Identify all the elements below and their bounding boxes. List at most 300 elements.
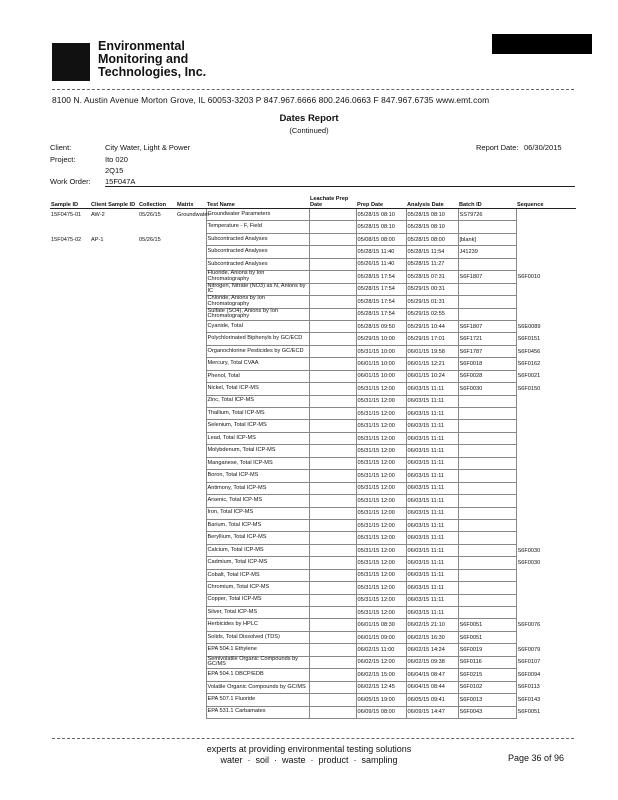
table-cell bbox=[458, 519, 516, 531]
table-row bbox=[50, 619, 576, 631]
table-cell bbox=[138, 482, 176, 494]
table-cell bbox=[516, 408, 576, 420]
table-cell bbox=[176, 669, 206, 681]
table-cell: 06/03/15 11:11 bbox=[406, 519, 458, 531]
report-date-label: Report Date: bbox=[476, 143, 519, 152]
table-cell: 06/03/15 11:11 bbox=[406, 445, 458, 457]
table-cell bbox=[458, 544, 516, 556]
table-row bbox=[50, 333, 576, 345]
table-cell: 05/31/15 12:00 bbox=[356, 532, 406, 544]
table-cell: Barium, Total ICP-MS bbox=[206, 519, 309, 531]
table-cell bbox=[309, 233, 356, 245]
table-cell: Iron, Total ICP-MS bbox=[206, 507, 309, 519]
table-cell bbox=[176, 631, 206, 643]
report-title: Dates Report bbox=[279, 113, 339, 124]
table-cell bbox=[176, 221, 206, 233]
table-cell bbox=[516, 445, 576, 457]
table-cell bbox=[309, 457, 356, 469]
table-cell: S6F0051 bbox=[517, 709, 541, 716]
table-cell: S6F0030 bbox=[517, 559, 541, 566]
table-row bbox=[50, 308, 576, 320]
table-cell: AP-1 bbox=[91, 236, 104, 243]
table-cell bbox=[176, 706, 206, 718]
table-row bbox=[50, 408, 576, 420]
table-cell bbox=[176, 607, 206, 619]
table-cell: S6F0076 bbox=[517, 622, 541, 629]
table-cell bbox=[90, 320, 138, 332]
table-row bbox=[50, 457, 576, 469]
table-cell: S6F0030 bbox=[517, 547, 541, 554]
table-cell: 05/28/15 11:40 bbox=[356, 246, 406, 258]
table-cell: Manganese, Total ICP-MS bbox=[206, 457, 309, 469]
table-cell bbox=[138, 258, 176, 270]
table-cell bbox=[50, 631, 90, 643]
table-cell bbox=[90, 308, 138, 320]
table-cell bbox=[458, 482, 516, 494]
table-cell: 05/29/15 17:01 bbox=[406, 333, 458, 345]
table-cell bbox=[90, 532, 138, 544]
table-cell bbox=[50, 395, 90, 407]
table-cell bbox=[90, 706, 138, 718]
table-cell: 06/03/15 11:11 bbox=[406, 482, 458, 494]
table-row bbox=[50, 631, 576, 643]
table-cell bbox=[138, 706, 176, 718]
table-cell bbox=[138, 345, 176, 357]
table-cell bbox=[90, 358, 138, 370]
table-row bbox=[50, 432, 576, 444]
table-cell: 06/03/15 11:11 bbox=[406, 607, 458, 619]
table-cell bbox=[458, 607, 516, 619]
table-cell: Thallium, Total ICP-MS bbox=[206, 408, 309, 420]
table-cell: S6F0116 bbox=[458, 656, 516, 668]
table-cell bbox=[90, 569, 138, 581]
table-cell: Antimony, Total ICP-MS bbox=[206, 482, 309, 494]
table-cell bbox=[309, 445, 356, 457]
table-cell bbox=[309, 644, 356, 656]
table-cell: 05/31/15 12:00 bbox=[356, 457, 406, 469]
table-cell bbox=[176, 544, 206, 556]
table-row bbox=[50, 582, 576, 594]
table-cell: 05/28/15 07:31 bbox=[406, 271, 458, 283]
table-cell bbox=[309, 320, 356, 332]
table-cell: 06/03/15 11:11 bbox=[406, 507, 458, 519]
table-cell: 05/28/15 17:54 bbox=[356, 308, 406, 320]
table-cell: S6F0102 bbox=[458, 681, 516, 693]
project-value-2: 2Q15 bbox=[105, 166, 124, 175]
table-cell bbox=[90, 681, 138, 693]
table-cell bbox=[138, 619, 176, 631]
table-cell: 05/26/15 11:40 bbox=[356, 258, 406, 270]
table-cell: Chromium, Total ICP-MS bbox=[206, 582, 309, 594]
table-cell bbox=[176, 308, 206, 320]
table-cell bbox=[309, 669, 356, 681]
table-cell bbox=[176, 457, 206, 469]
table-cell: S6F0013 bbox=[458, 694, 516, 706]
table-cell: 06/03/15 11:11 bbox=[406, 495, 458, 507]
table-cell bbox=[50, 246, 90, 258]
table-cell bbox=[309, 258, 356, 270]
table-cell: 06/02/15 12:45 bbox=[356, 681, 406, 693]
table-cell bbox=[176, 296, 206, 308]
work-order-value: 15F047A bbox=[105, 177, 136, 186]
table-cell bbox=[176, 681, 206, 693]
table-cell bbox=[309, 432, 356, 444]
table-cell bbox=[516, 420, 576, 432]
table-cell: 05/31/15 12:00 bbox=[356, 445, 406, 457]
table-cell bbox=[309, 246, 356, 258]
table-cell: Arsenic, Total ICP-MS bbox=[206, 495, 309, 507]
table-cell: 06/04/15 08:47 bbox=[406, 669, 458, 681]
table-cell bbox=[176, 656, 206, 668]
table-cell: S6F0051 bbox=[458, 619, 516, 631]
table-cell bbox=[458, 296, 516, 308]
table-cell bbox=[176, 495, 206, 507]
table-cell bbox=[90, 432, 138, 444]
table-cell: Phenol, Total bbox=[206, 370, 309, 382]
table-cell bbox=[176, 395, 206, 407]
table-cell: 06/03/15 11:11 bbox=[406, 544, 458, 556]
table-cell bbox=[138, 507, 176, 519]
table-cell: S6F0113 bbox=[517, 684, 540, 691]
table-cell bbox=[138, 221, 176, 233]
table-cell bbox=[138, 445, 176, 457]
table-cell bbox=[90, 495, 138, 507]
table-cell bbox=[138, 457, 176, 469]
table-cell bbox=[90, 582, 138, 594]
table-cell bbox=[50, 320, 90, 332]
table-cell: 06/05/15 19:00 bbox=[356, 694, 406, 706]
table-cell: 05/28/15 17:54 bbox=[356, 271, 406, 283]
table-row bbox=[50, 345, 576, 357]
table-cell bbox=[309, 283, 356, 295]
table-cell: S6F0079 bbox=[517, 647, 541, 654]
table-cell bbox=[176, 258, 206, 270]
table-row bbox=[50, 569, 576, 581]
table-cell: Copper, Total ICP-MS bbox=[206, 594, 309, 606]
column-header: Client Sample ID bbox=[90, 196, 138, 209]
table-cell bbox=[138, 532, 176, 544]
table-row bbox=[50, 320, 576, 332]
table-cell bbox=[138, 271, 176, 283]
table-cell bbox=[176, 320, 206, 332]
table-cell: 06/02/15 14:24 bbox=[406, 644, 458, 656]
table-cell bbox=[309, 694, 356, 706]
table-cell: Selenium, Total ICP-MS bbox=[206, 420, 309, 432]
table-cell: Polychlorinated Biphenyls by GC/ECD bbox=[206, 333, 309, 345]
table-cell: S6F1721 bbox=[458, 333, 516, 345]
table-cell: 05/29/15 10:44 bbox=[406, 320, 458, 332]
table-cell bbox=[50, 308, 90, 320]
table-cell bbox=[309, 482, 356, 494]
table-cell bbox=[176, 271, 206, 283]
table-cell: 05/31/15 12:00 bbox=[356, 495, 406, 507]
table-cell bbox=[90, 557, 138, 569]
table-cell: 05/31/15 10:00 bbox=[356, 345, 406, 357]
table-cell: SS79726 bbox=[458, 209, 516, 221]
table-cell bbox=[309, 308, 356, 320]
table-cell: S6F0019 bbox=[458, 644, 516, 656]
table-cell bbox=[50, 557, 90, 569]
footer-divider bbox=[52, 738, 574, 739]
table-cell: 05/31/15 12:00 bbox=[356, 395, 406, 407]
table-cell bbox=[90, 519, 138, 531]
table-cell bbox=[458, 594, 516, 606]
table-cell: 05/26/15 bbox=[139, 211, 161, 218]
table-cell bbox=[50, 495, 90, 507]
table-cell bbox=[50, 706, 90, 718]
table-cell: 05/31/15 12:00 bbox=[356, 569, 406, 581]
table-row bbox=[50, 209, 576, 221]
table-row bbox=[50, 271, 576, 283]
table-cell bbox=[458, 495, 516, 507]
table-cell: S6F1807 bbox=[458, 271, 516, 283]
table-cell: 06/01/15 10:00 bbox=[356, 370, 406, 382]
table-cell bbox=[309, 333, 356, 345]
table-row bbox=[50, 395, 576, 407]
table-cell bbox=[176, 557, 206, 569]
table-cell bbox=[516, 457, 576, 469]
table-cell bbox=[176, 694, 206, 706]
client-value: City Water, Light & Power bbox=[105, 143, 191, 152]
table-cell: 06/03/15 11:11 bbox=[406, 432, 458, 444]
table-cell bbox=[458, 432, 516, 444]
table-cell: 06/03/15 11:11 bbox=[406, 557, 458, 569]
table-cell: Subcontracted Analyses bbox=[206, 233, 309, 245]
table-cell bbox=[458, 470, 516, 482]
table-cell bbox=[458, 221, 516, 233]
table-cell: S6F0028 bbox=[458, 370, 516, 382]
table-cell bbox=[309, 408, 356, 420]
company-name: Environmental Monitoring and Technologies, Inc. bbox=[98, 39, 207, 79]
table-cell bbox=[309, 221, 356, 233]
table-cell bbox=[458, 408, 516, 420]
table-cell bbox=[138, 383, 176, 395]
table-cell bbox=[90, 296, 138, 308]
table-cell bbox=[176, 246, 206, 258]
table-cell: 05/28/15 08:10 bbox=[406, 221, 458, 233]
table-cell bbox=[309, 495, 356, 507]
table-cell: 05/31/15 12:00 bbox=[356, 519, 406, 531]
table-cell bbox=[138, 358, 176, 370]
table-cell bbox=[90, 395, 138, 407]
table-cell bbox=[90, 631, 138, 643]
table-cell bbox=[309, 681, 356, 693]
table-cell: 06/02/15 15:00 bbox=[356, 669, 406, 681]
table-cell bbox=[516, 582, 576, 594]
table-cell: 06/03/15 11:11 bbox=[406, 569, 458, 581]
table-cell bbox=[90, 457, 138, 469]
table-cell: Volatile Organic Compounds by GC/MS bbox=[206, 681, 309, 693]
table-row bbox=[50, 557, 576, 569]
table-cell: 15F0475-02 bbox=[51, 236, 82, 243]
table-cell: 06/03/15 11:11 bbox=[406, 532, 458, 544]
table-cell bbox=[138, 308, 176, 320]
table-cell: EPA 504.1 DBCP/EDB bbox=[206, 669, 309, 681]
table-cell: 05/28/15 11:27 bbox=[406, 258, 458, 270]
table-cell: Semivolatile Organic Compounds by GC/MS bbox=[206, 656, 309, 668]
table-cell: 06/03/15 11:11 bbox=[406, 408, 458, 420]
table-cell: Subcontracted Analyses bbox=[206, 258, 309, 270]
table-cell bbox=[50, 258, 90, 270]
table-cell bbox=[50, 370, 90, 382]
table-cell: Cobalt, Total ICP-MS bbox=[206, 569, 309, 581]
table-row bbox=[50, 519, 576, 531]
table-cell bbox=[309, 607, 356, 619]
table-cell bbox=[138, 557, 176, 569]
table-cell: 06/03/15 11:11 bbox=[406, 582, 458, 594]
column-header: Test Name bbox=[206, 196, 309, 209]
table-cell bbox=[50, 457, 90, 469]
table-cell: 05/31/15 12:00 bbox=[356, 594, 406, 606]
table-cell bbox=[138, 333, 176, 345]
table-cell bbox=[90, 271, 138, 283]
table-cell: 06/02/15 16:30 bbox=[406, 631, 458, 643]
table-row bbox=[50, 656, 576, 668]
table-cell bbox=[138, 544, 176, 556]
table-cell bbox=[50, 296, 90, 308]
table-row bbox=[50, 544, 576, 556]
table-cell bbox=[309, 532, 356, 544]
table-cell bbox=[138, 246, 176, 258]
table-cell: 06/01/15 12:21 bbox=[406, 358, 458, 370]
table-cell: 06/02/15 12:00 bbox=[356, 656, 406, 668]
table-cell bbox=[138, 669, 176, 681]
table-cell bbox=[176, 482, 206, 494]
table-cell bbox=[138, 420, 176, 432]
table-cell bbox=[458, 420, 516, 432]
table-cell bbox=[309, 619, 356, 631]
work-order-label: Work Order: bbox=[50, 177, 91, 186]
table-cell bbox=[516, 519, 576, 531]
table-cell: 06/02/15 09:38 bbox=[406, 656, 458, 668]
table-cell bbox=[176, 383, 206, 395]
table-cell bbox=[50, 358, 90, 370]
table-cell bbox=[50, 383, 90, 395]
table-cell: S6F0043 bbox=[458, 706, 516, 718]
table-cell bbox=[90, 370, 138, 382]
table-cell: Lead, Total ICP-MS bbox=[206, 432, 309, 444]
table-row bbox=[50, 358, 576, 370]
table-cell: [blank] bbox=[458, 233, 516, 245]
table-row bbox=[50, 495, 576, 507]
table-row bbox=[50, 258, 576, 270]
table-cell: Organochlorine Pesticides by GC/ECD bbox=[206, 345, 309, 357]
dates-table bbox=[50, 196, 576, 719]
table-cell: 06/03/15 11:11 bbox=[406, 420, 458, 432]
table-cell bbox=[50, 681, 90, 693]
table-row bbox=[50, 681, 576, 693]
column-header: Prep Date bbox=[356, 196, 406, 209]
table-cell bbox=[50, 669, 90, 681]
table-cell bbox=[138, 495, 176, 507]
table-cell: Fluoride, Anions by Ion Chromatography bbox=[206, 271, 309, 283]
table-cell bbox=[90, 470, 138, 482]
table-cell: 05/31/15 12:00 bbox=[356, 432, 406, 444]
table-cell bbox=[138, 395, 176, 407]
table-cell bbox=[50, 656, 90, 668]
table-cell bbox=[138, 607, 176, 619]
table-cell bbox=[138, 283, 176, 295]
table-cell: 06/01/15 10:24 bbox=[406, 370, 458, 382]
table-cell bbox=[176, 644, 206, 656]
table-cell bbox=[50, 619, 90, 631]
table-cell: 06/01/15 19:58 bbox=[406, 345, 458, 357]
table-cell bbox=[516, 631, 576, 643]
table-cell: EPA 504.1 Ethylene bbox=[206, 644, 309, 656]
table-cell bbox=[309, 209, 356, 221]
table-cell bbox=[90, 694, 138, 706]
table-header-row bbox=[50, 196, 576, 209]
table-cell bbox=[176, 345, 206, 357]
table-cell: 05/29/15 00:31 bbox=[406, 283, 458, 295]
table-cell bbox=[138, 594, 176, 606]
column-header: Leachate Prep Date bbox=[309, 196, 356, 209]
footer-tagline: experts at providing environmental testing solutions water · soil · waste · product · sampling bbox=[206, 744, 412, 765]
column-header: Sample ID bbox=[50, 196, 90, 209]
table-cell: Nitrogen, Nitrate (NO3) as N, Anions by IC bbox=[206, 283, 309, 295]
table-cell: EPA 507.1 Fluoride bbox=[206, 694, 309, 706]
table-cell: 05/31/15 12:00 bbox=[356, 383, 406, 395]
table-cell bbox=[458, 569, 516, 581]
table-cell: 05/28/15 09:50 bbox=[356, 320, 406, 332]
column-header: Sequence bbox=[516, 196, 576, 209]
table-cell: 05/31/15 12:00 bbox=[356, 470, 406, 482]
table-cell bbox=[138, 631, 176, 643]
table-cell bbox=[50, 470, 90, 482]
table-cell: S6F0051 bbox=[458, 631, 516, 643]
table-cell bbox=[516, 569, 576, 581]
report-date-value: 06/30/2015 bbox=[524, 143, 562, 152]
table-body bbox=[50, 209, 576, 719]
table-cell bbox=[516, 395, 576, 407]
table-cell bbox=[176, 569, 206, 581]
column-header: Analysis Date bbox=[406, 196, 458, 209]
table-cell bbox=[458, 507, 516, 519]
table-cell: S6F0030 bbox=[458, 383, 516, 395]
table-cell bbox=[138, 370, 176, 382]
table-cell bbox=[50, 644, 90, 656]
table-cell bbox=[138, 656, 176, 668]
table-cell: 05/28/15 08:00 bbox=[406, 233, 458, 245]
table-cell: 05/31/15 12:00 bbox=[356, 420, 406, 432]
table-row bbox=[50, 383, 576, 395]
table-cell bbox=[138, 408, 176, 420]
table-cell bbox=[176, 233, 206, 245]
table-cell: 05/31/15 12:00 bbox=[356, 557, 406, 569]
table-cell: 06/02/15 21:10 bbox=[406, 619, 458, 631]
table-cell bbox=[516, 607, 576, 619]
table-cell bbox=[458, 445, 516, 457]
table-row bbox=[50, 594, 576, 606]
table-cell bbox=[516, 482, 576, 494]
table-cell bbox=[516, 283, 576, 295]
company-address: 8100 N. Austin Avenue Morton Grove, IL 60053-3203 P 847.967.6666 800.246.0663 F 847.967.6735 www.emt.com bbox=[52, 95, 490, 105]
table-cell bbox=[176, 470, 206, 482]
table-cell: 06/03/15 11:11 bbox=[406, 395, 458, 407]
table-cell bbox=[309, 582, 356, 594]
table-cell: S6F0107 bbox=[517, 659, 541, 666]
table-cell: 05/28/15 08:10 bbox=[356, 209, 406, 221]
project-label: Project: bbox=[50, 155, 76, 164]
table-cell: Temperature - F, Field bbox=[206, 221, 309, 233]
table-cell: 05/29/15 02:55 bbox=[406, 308, 458, 320]
table-cell: Sulfate (SO4), Anions by Ion Chromatography bbox=[206, 308, 309, 320]
table-cell: S6F0456 bbox=[517, 348, 541, 355]
table-cell bbox=[458, 457, 516, 469]
table-row bbox=[50, 233, 576, 245]
table-cell bbox=[516, 432, 576, 444]
table-cell bbox=[50, 607, 90, 619]
